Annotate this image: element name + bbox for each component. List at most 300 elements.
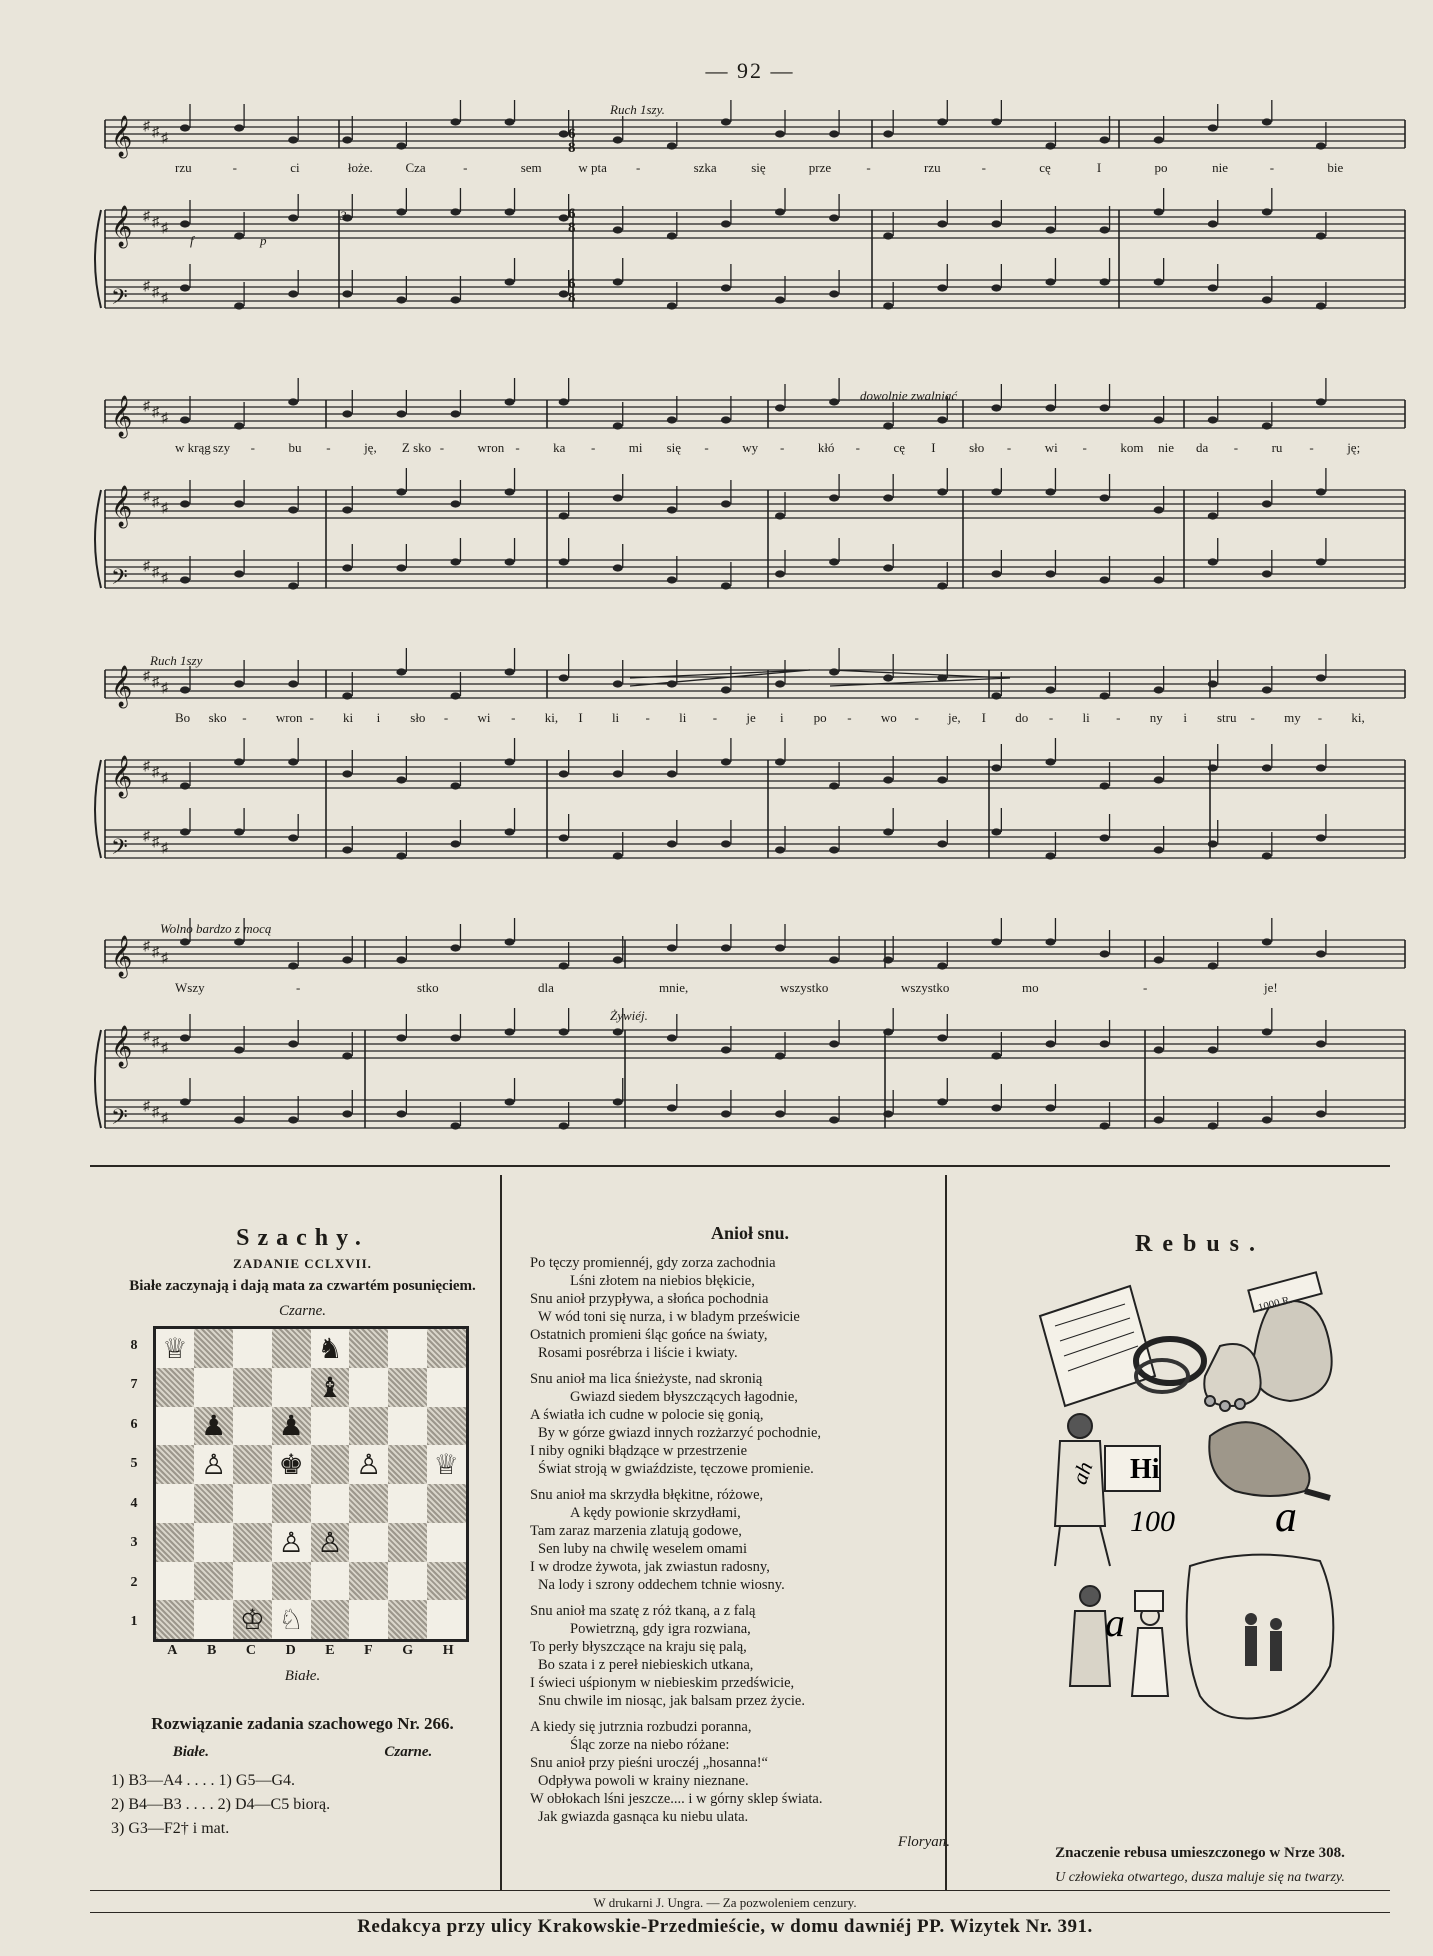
note-head	[1262, 422, 1272, 429]
lyric-syllable: cę	[1039, 160, 1051, 175]
note-head	[180, 828, 190, 835]
note-head	[1154, 136, 1164, 143]
lyric-syllable: po	[813, 710, 827, 725]
note-head	[1100, 692, 1110, 699]
note-head	[1316, 142, 1326, 149]
note-head	[1100, 278, 1110, 285]
board-square	[233, 1368, 272, 1407]
board-square: ♙	[349, 1445, 388, 1484]
file-label: E	[325, 1643, 335, 1658]
note-head	[937, 220, 947, 227]
poem-line: A światła ich cudne w polocie się gonią,	[530, 1407, 764, 1423]
note-head	[613, 1098, 623, 1105]
note-head	[396, 1110, 406, 1117]
lyric-syllable: -	[1143, 980, 1148, 995]
treble-clef: 𝄞	[111, 396, 133, 436]
black-label: Czarne.	[278, 1303, 327, 1319]
lyric-syllable: rzu	[924, 160, 941, 175]
sharp-sign: ♯	[152, 495, 159, 510]
lyric-syllable: ci	[290, 160, 300, 175]
note-head	[396, 1034, 406, 1041]
poem-title: Anioł snu.	[710, 1223, 790, 1243]
board-square: ♕	[427, 1445, 466, 1484]
rebus-column	[990, 1215, 1410, 1886]
board-square	[156, 1445, 195, 1484]
note-head	[180, 576, 190, 583]
note-head	[396, 296, 406, 303]
note-head	[829, 558, 839, 565]
note-head	[775, 512, 785, 519]
note-head	[505, 118, 515, 125]
note-head	[342, 506, 352, 513]
board-square	[427, 1523, 466, 1562]
note-head	[721, 582, 731, 589]
board-square	[233, 1329, 272, 1368]
note-head	[396, 410, 406, 417]
note-head	[234, 232, 244, 239]
lyric-syllable: wron	[477, 440, 505, 455]
lyric-syllable: sem	[520, 160, 542, 175]
note-head	[937, 962, 947, 969]
note-head	[1154, 846, 1164, 853]
time-signature: 8	[568, 140, 576, 156]
lyric-syllable: I	[1096, 160, 1102, 175]
note-head	[721, 686, 731, 693]
note-head	[342, 1110, 352, 1117]
board-square	[156, 1600, 195, 1639]
system-brace	[95, 490, 101, 588]
note-head	[1100, 1122, 1110, 1129]
board-square	[388, 1562, 427, 1601]
lyric-syllable: wszystko	[901, 980, 950, 995]
lyric-syllable: li	[611, 710, 620, 725]
poem-stanza	[530, 1254, 970, 1362]
note-head	[775, 1052, 785, 1059]
note-head	[1316, 558, 1326, 565]
lyric-syllable: sko	[208, 710, 227, 725]
treble-clef: 𝄞	[111, 486, 133, 526]
sharp-sign: ♯	[143, 939, 150, 954]
note-head	[1262, 500, 1272, 507]
note-head	[1316, 398, 1326, 405]
note-head	[667, 232, 677, 239]
bass-clef: 𝄢	[111, 1105, 128, 1134]
note-head	[1316, 302, 1326, 309]
note-head	[991, 764, 1001, 771]
note-head	[613, 564, 623, 571]
note-head	[1208, 512, 1218, 519]
footer-rule	[90, 1912, 1390, 1913]
board-square	[388, 1368, 427, 1407]
note-head	[721, 220, 731, 227]
page-number: — 92 —	[705, 58, 795, 83]
sharp-sign: ♯	[161, 951, 168, 966]
lyric-syllable: Wszy	[175, 980, 205, 995]
solution-title: Rozwiązanie zadania szachowego Nr. 266.	[151, 1714, 454, 1733]
note-head	[1208, 284, 1218, 291]
lyric-syllable: kłó	[817, 440, 835, 455]
note-head	[721, 500, 731, 507]
lyric-syllable: -	[704, 440, 709, 455]
note-head	[396, 488, 406, 495]
note-head	[1208, 416, 1218, 423]
lyric-syllable: -	[981, 160, 987, 175]
note-head	[721, 416, 731, 423]
poem-line: I niby ogniki błądzące w przestrzenie	[530, 1443, 748, 1459]
note-head	[396, 142, 406, 149]
note-head	[1316, 834, 1326, 841]
lyric-syllable: prze	[808, 160, 832, 175]
note-head	[505, 488, 515, 495]
board-square	[156, 1368, 195, 1407]
poem-line: Sen luby na chwilę weselem omami	[538, 1541, 747, 1557]
lyric-syllable: i	[780, 710, 784, 725]
note-head	[342, 692, 352, 699]
dynamic-mark: f	[190, 233, 194, 248]
note-head	[829, 1040, 839, 1047]
lyric-syllable: -	[326, 440, 331, 455]
note-head	[667, 506, 677, 513]
note-head	[450, 782, 460, 789]
note-head	[1262, 208, 1272, 215]
sharp-sign: ♯	[152, 765, 159, 780]
note-head	[667, 142, 677, 149]
note-head	[775, 296, 785, 303]
printer-note: W drukarni J. Ungra. — Za pozwoleniem cenzury.	[593, 1895, 857, 1910]
lyric-syllable: li	[679, 710, 687, 725]
rank-label: 5	[130, 1456, 138, 1472]
note-head	[342, 290, 352, 297]
note-head	[342, 956, 352, 963]
note-head	[559, 962, 569, 969]
note-head	[775, 944, 785, 951]
note-head	[667, 1104, 677, 1111]
note-head	[829, 846, 839, 853]
solution-moves	[85, 1769, 520, 1841]
note-head	[613, 136, 623, 143]
note-head	[775, 758, 785, 765]
note-head	[1154, 776, 1164, 783]
lyric-syllable: bu	[288, 440, 302, 455]
file-label: B	[206, 1643, 217, 1658]
note-head	[991, 828, 1001, 835]
note-head	[234, 422, 244, 429]
lyric-syllable: do	[1015, 710, 1029, 725]
chess-task-number: ZADANIE CCLXVII.	[233, 1256, 372, 1271]
lyric-syllable: li	[1082, 710, 1090, 725]
note-head	[883, 776, 893, 783]
lyric-syllable: -	[309, 710, 314, 725]
note-head	[829, 494, 839, 501]
note-head	[883, 564, 893, 571]
bass-clef: 𝄢	[111, 285, 128, 314]
lyric-syllable: -	[232, 160, 237, 175]
note-head	[288, 398, 298, 405]
note-head	[234, 828, 244, 835]
lyric-syllable: -	[1048, 710, 1054, 725]
board-square	[427, 1407, 466, 1446]
lyric-syllable: szy	[212, 440, 231, 455]
poem-line: A kędy powionie skrzydłami,	[570, 1505, 741, 1521]
note-head	[450, 118, 460, 125]
note-head	[883, 422, 893, 429]
note-head	[1045, 1040, 1055, 1047]
note-head	[505, 208, 515, 215]
note-head	[234, 124, 244, 131]
board-square	[349, 1407, 388, 1446]
note-head	[613, 494, 623, 501]
lyric-syllable: je	[746, 710, 756, 725]
note-head	[1100, 494, 1110, 501]
tempo-mark: Wolno bardzo z mocą	[160, 921, 272, 936]
note-head	[180, 500, 190, 507]
lyric-syllable: ki,	[544, 710, 559, 725]
poem-stanza	[530, 1718, 970, 1826]
rebus-ah-text: ah	[1066, 1458, 1098, 1488]
lyric-syllable: I	[578, 710, 583, 725]
lyric-syllable: ki	[343, 710, 354, 725]
note-head	[1154, 576, 1164, 583]
poem-line: A kiedy się jutrznia rozbudzi poranna,	[530, 1719, 752, 1735]
solution-white-label: Białe.	[172, 1744, 209, 1760]
money-bags-sketch	[1204, 1272, 1331, 1411]
note-head	[613, 278, 623, 285]
time-signature: 6	[568, 276, 576, 292]
note-head	[396, 776, 406, 783]
note-head	[829, 214, 839, 221]
poem-line: I w drodze żywota, jak zwiastun radosny,	[530, 1559, 770, 1575]
board-square: ♙	[272, 1523, 311, 1562]
board-square	[388, 1484, 427, 1523]
note-head	[288, 290, 298, 297]
rebus-100-text: 100	[1130, 1505, 1175, 1538]
tempo-mark: Ruch 1szy.	[610, 102, 665, 117]
rebus-answer-title: Znaczenie rebusa umieszczonego w Nrze 308.	[1055, 1845, 1345, 1861]
lyric-syllable: -	[1250, 710, 1255, 725]
sharp-sign: ♯	[152, 565, 159, 580]
lyric-syllable: -	[780, 440, 785, 455]
file-label: G	[402, 1643, 414, 1658]
footer-address: Redakcya przy ulicy Krakowskie-Przedmieście, w domu dawniéj PP. Wizytek Nr. 391.	[357, 1916, 1093, 1937]
lyric-syllable: -	[914, 710, 919, 725]
note-head	[450, 692, 460, 699]
note-head	[1316, 232, 1326, 239]
board-square	[427, 1562, 466, 1601]
note-head	[937, 416, 947, 423]
tempo-mark: Żywiéj.	[610, 1008, 648, 1023]
board-square	[233, 1407, 272, 1446]
note-head	[991, 570, 1001, 577]
lyric-syllable: je,	[948, 710, 961, 725]
note-head	[234, 302, 244, 309]
note-head	[775, 1110, 785, 1117]
lyric-syllable: w krąg	[175, 440, 211, 455]
poem-line: Bo szata i z pereł niebieskich utkana,	[538, 1657, 754, 1673]
poem-stanza	[530, 1486, 970, 1594]
lyric-syllable: I	[981, 710, 987, 725]
note-head	[1045, 938, 1055, 945]
note-head	[180, 1098, 190, 1105]
lyric-syllable: sło	[410, 710, 426, 725]
lyric-syllable: ru	[1271, 440, 1283, 455]
poem-line: Śląc zorze na niebo różane:	[570, 1737, 730, 1753]
sharp-sign: ♯	[143, 399, 150, 414]
sharp-sign: ♯	[143, 1029, 150, 1044]
poem-stanza	[530, 1602, 970, 1710]
note-head	[775, 404, 785, 411]
sharp-sign: ♯	[161, 1041, 168, 1056]
score-svg	[90, 100, 1420, 1190]
sharp-sign: ♯	[161, 291, 168, 306]
sharp-sign: ♯	[152, 285, 159, 300]
sharp-sign: ♯	[143, 829, 150, 844]
note-head	[613, 422, 623, 429]
poem-stanza	[530, 1370, 970, 1478]
board-square	[349, 1600, 388, 1639]
note-head	[180, 782, 190, 789]
lyric-syllable: -	[515, 440, 520, 455]
lyric-syllable: -	[511, 710, 516, 725]
note-head	[234, 1116, 244, 1123]
note-head	[1154, 1116, 1164, 1123]
lyric-syllable: łoże.	[347, 160, 373, 175]
note-head	[1262, 296, 1272, 303]
board-square	[388, 1445, 427, 1484]
poem-column	[530, 1215, 970, 1851]
lyric-syllable: -	[712, 710, 718, 725]
board-square	[311, 1407, 350, 1446]
board-square	[272, 1329, 311, 1368]
lyric-syllable: wi	[1044, 440, 1058, 455]
note-head	[234, 1046, 244, 1053]
tempo-mark: Ruch 1szy	[150, 653, 203, 668]
sharp-sign: ♯	[161, 571, 168, 586]
poem-line: Po tęczy promiennéj, gdy zorza zachodnia	[530, 1255, 776, 1271]
note-head	[937, 840, 947, 847]
note-head	[450, 1122, 460, 1129]
board-square: ♔	[233, 1600, 272, 1639]
solution-header	[85, 1744, 520, 1761]
rank-label: 8	[130, 1337, 138, 1353]
note-head	[1262, 938, 1272, 945]
note-head	[883, 232, 893, 239]
poem-line: Tam zaraz marzenia zlatują godowe,	[530, 1523, 742, 1539]
poem-line: Snu anioł ma lica śnieżyste, nad skronią	[530, 1371, 763, 1387]
note-head	[991, 1104, 1001, 1111]
note-head	[1208, 962, 1218, 969]
sharp-sign: ♯	[143, 119, 150, 134]
move-line: 3) G3—F2† i mat.	[111, 1820, 230, 1837]
rebus-a-text: a	[1275, 1492, 1297, 1541]
lyric-syllable: wszystko	[780, 980, 829, 995]
board-square: ♙	[194, 1445, 233, 1484]
poem-signature: Floryan.	[897, 1834, 950, 1850]
note-head	[1208, 220, 1218, 227]
poem-line: Snu anioł przy pieśni uroczéj „hosanna!“	[530, 1755, 768, 1771]
note-head	[450, 500, 460, 507]
board-square	[427, 1484, 466, 1523]
note-head	[1154, 208, 1164, 215]
note-head	[991, 1052, 1001, 1059]
banknote-text: 1000 R.	[1256, 1293, 1294, 1315]
man-sketch	[1055, 1414, 1160, 1566]
note-head	[1045, 1104, 1055, 1111]
note-head	[396, 852, 406, 859]
note-head	[721, 1046, 731, 1053]
board-square	[388, 1600, 427, 1639]
note-head	[1154, 278, 1164, 285]
note-head	[505, 1028, 515, 1035]
note-head	[667, 770, 677, 777]
rebus-answer: U człowieka otwartego, dusza maluje się na twarzy.	[1055, 1870, 1345, 1885]
board-square	[194, 1600, 233, 1639]
note-head	[1100, 782, 1110, 789]
note-head	[667, 416, 677, 423]
note-head	[1045, 686, 1055, 693]
lyric-syllable: i	[1183, 710, 1187, 725]
poem-line: Snu anioł przypływa, a słońca pochodnia	[530, 1291, 769, 1307]
board-square	[311, 1484, 350, 1523]
note-head	[937, 1098, 947, 1105]
board-square	[194, 1562, 233, 1601]
note-head	[559, 834, 569, 841]
system-brace	[95, 210, 101, 308]
note-head	[883, 828, 893, 835]
note-head	[396, 564, 406, 571]
note-head	[829, 782, 839, 789]
note-head	[775, 846, 785, 853]
note-head	[775, 130, 785, 137]
note-head	[1154, 416, 1164, 423]
board-square	[272, 1562, 311, 1601]
poem-line: Powietrzną, gdy igra rozwiana,	[570, 1621, 751, 1637]
note-head	[991, 404, 1001, 411]
system-brace	[95, 1030, 101, 1128]
sharp-sign: ♯	[152, 405, 159, 420]
lyric-syllable: stko	[417, 980, 439, 995]
board-square	[272, 1368, 311, 1407]
note-head	[288, 582, 298, 589]
note-head	[937, 582, 947, 589]
document-sketch	[1040, 1286, 1155, 1406]
rank-label: 4	[130, 1495, 138, 1511]
lyric-syllable: da	[1195, 440, 1209, 455]
note-head	[450, 296, 460, 303]
lyric-syllable: ki,	[1351, 710, 1365, 725]
note-head	[559, 1028, 569, 1035]
note-head	[829, 956, 839, 963]
note-head	[288, 834, 298, 841]
sharp-sign: ♯	[143, 489, 150, 504]
sharp-sign: ♯	[152, 945, 159, 960]
sharp-sign: ♯	[143, 559, 150, 574]
treble-clef: 𝄞	[111, 116, 133, 156]
expression-mark: dowolnie zwalniać	[860, 388, 958, 403]
note-head	[342, 846, 352, 853]
note-head	[1045, 142, 1055, 149]
note-head	[1045, 852, 1055, 859]
board-square	[349, 1523, 388, 1562]
lyric-syllable: -	[1317, 710, 1323, 725]
newspaper-page	[60, 40, 1390, 1940]
lyric-syllable: mi	[628, 440, 643, 455]
music-score	[90, 100, 1420, 1190]
note-head	[937, 488, 947, 495]
poem-line: Rosami posrébrza i liście i kwiaty.	[538, 1345, 738, 1361]
note-head	[613, 770, 623, 777]
file-label: A	[167, 1643, 178, 1658]
note-head	[937, 776, 947, 783]
